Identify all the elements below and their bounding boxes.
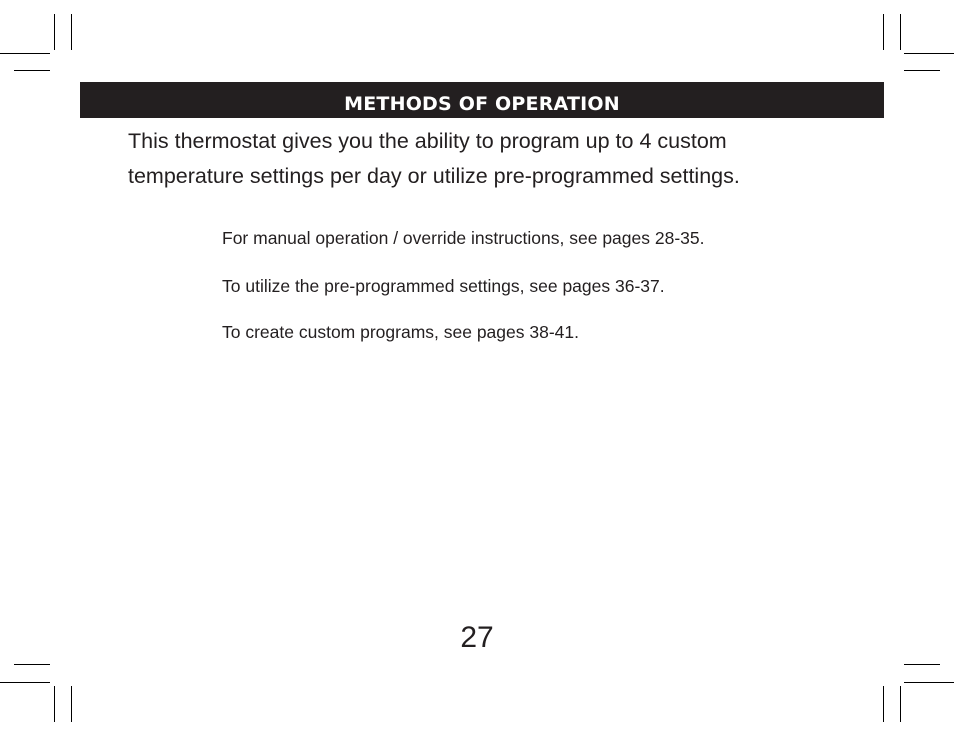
crop-mark-top-right-h1 bbox=[904, 53, 954, 54]
custom-programs-reference: To create custom programs, see pages 38-41. bbox=[222, 322, 579, 342]
pre-programmed-reference: To utilize the pre-programmed settings, see pages 36-37. bbox=[222, 276, 665, 296]
crop-mark-top-left-v2 bbox=[71, 14, 72, 50]
crop-mark-bottom-right-v2 bbox=[900, 686, 901, 722]
crop-mark-top-right-v1 bbox=[883, 14, 884, 50]
crop-mark-bottom-left-v1 bbox=[54, 686, 55, 722]
crop-mark-top-left-h2 bbox=[14, 70, 50, 71]
page-number: 27 bbox=[460, 621, 494, 654]
crop-mark-bottom-right-h1 bbox=[904, 664, 940, 665]
crop-mark-bottom-right-h2 bbox=[904, 682, 954, 683]
section-title: METHODS OF OPERATION bbox=[344, 93, 620, 115]
crop-mark-bottom-left-v2 bbox=[71, 686, 72, 722]
section-header-bar bbox=[80, 82, 884, 118]
crop-mark-bottom-left-h1 bbox=[14, 664, 50, 665]
crop-mark-bottom-left-h2 bbox=[0, 682, 50, 683]
manual-operation-reference: For manual operation / override instructions, see pages 28-35. bbox=[222, 228, 705, 248]
crop-mark-top-right-h2 bbox=[904, 70, 940, 71]
crop-mark-top-left-v1 bbox=[54, 14, 55, 50]
crop-mark-top-right-v2 bbox=[900, 14, 901, 50]
crop-mark-bottom-right-v1 bbox=[883, 686, 884, 722]
intro-paragraph: This thermostat gives you the ability to program up to 4 custom temperature settings per day or utilize pre-programmed settings. bbox=[128, 129, 740, 188]
crop-mark-top-left-h1 bbox=[0, 53, 50, 54]
